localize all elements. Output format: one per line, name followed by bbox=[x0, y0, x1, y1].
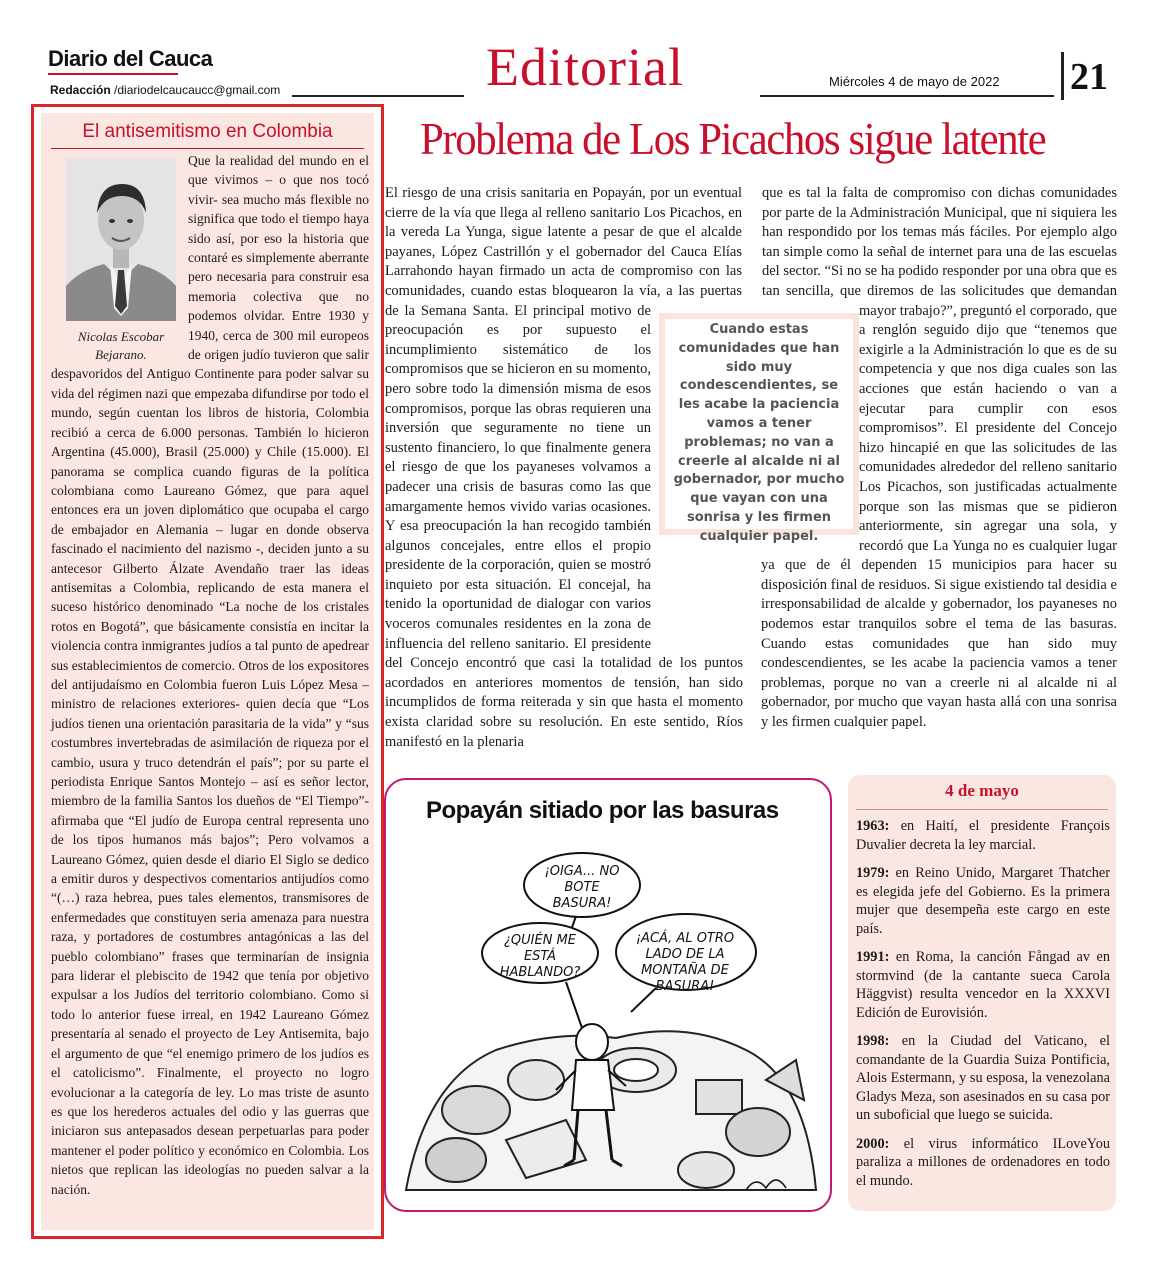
masthead-rule-left bbox=[292, 95, 464, 97]
ephemeris-item bbox=[856, 948, 1110, 1022]
redaccion-email[interactable]: /diariodelcaucaucc@gmail.com bbox=[110, 83, 281, 97]
ephemerides-box bbox=[848, 775, 1116, 1211]
page-number: 21 bbox=[1070, 56, 1108, 98]
pullquote-spacer-top bbox=[742, 184, 743, 312]
ephemeris-item bbox=[856, 817, 1110, 854]
photo-float-spacer bbox=[51, 151, 188, 363]
column-body-container bbox=[51, 151, 369, 1199]
column-title: El antisemitismo en Colombia bbox=[82, 121, 333, 142]
brand-underline bbox=[48, 73, 178, 75]
author-caption: Nicolas Escobar Bejarano. bbox=[77, 329, 165, 362]
ephemeris-text: en Haití, el presidente François Duvalier decreta la ley marcial. bbox=[856, 818, 1110, 853]
ephemeris-item bbox=[856, 1032, 1110, 1125]
editorial-headline: Problema de Los Picachos sigue latente bbox=[420, 113, 1046, 164]
ephemeris-text: en Reino Unido, Margaret Thatcher es elegida jefe del Gobierno. Es la primera mujer que desempeña este cargo en este país. bbox=[856, 865, 1110, 937]
cartoon-drawing-icon bbox=[386, 780, 832, 1212]
section-title: Editorial bbox=[486, 37, 684, 97]
ephemerides-rule bbox=[856, 809, 1108, 810]
ephemerides-title: 4 de mayo bbox=[945, 781, 1019, 800]
speech-bubble-2: ¿QUIÉN ME ESTÁ HABLANDO? bbox=[499, 933, 581, 980]
cartoon-panel bbox=[384, 778, 832, 1212]
opinion-column bbox=[41, 113, 374, 1230]
ephemerides-list bbox=[856, 817, 1110, 1200]
cartoon-title: Popayán sitiado por las basuras bbox=[426, 797, 779, 824]
ephemeris-year: 1963: bbox=[856, 818, 890, 834]
speech-bubble-1: ¡OIGA... NO BOTE BASURA! bbox=[544, 864, 620, 911]
ephemeris-item bbox=[856, 864, 1110, 938]
ephemeris-text: el virus informático ILoveYou paraliza a millones de ordenadores en todo el mundo. bbox=[856, 1135, 1110, 1189]
ephemeris-year: 1991: bbox=[856, 949, 890, 965]
ephemeris-year: 2000: bbox=[856, 1135, 890, 1152]
speech-bubble-3: ¡ACÁ, AL OTRO LADO DE LA MONTAÑA DE BASURA! bbox=[635, 931, 735, 994]
redaccion-line bbox=[50, 83, 280, 97]
newspaper-brand: Diario del Cauca bbox=[48, 46, 213, 71]
issue-date: Miércoles 4 de mayo de 2022 bbox=[829, 74, 1000, 89]
redaccion-label: Redacción bbox=[50, 83, 111, 97]
ephemeris-item bbox=[856, 1135, 1110, 1191]
pull-quote: Cuando estas comunidades que han sido muy condescendientes, se les acabe la paciencia vamos a tener problemas; no van a creerle al alcalde ni al gobernador, por mucho que vayan con una sonrisa y les firmen cualquier papel. bbox=[659, 313, 859, 535]
page-number-divider bbox=[1061, 52, 1064, 100]
column-title-rule bbox=[51, 148, 364, 149]
masthead-rule-right bbox=[760, 95, 1054, 97]
ephemeris-text: en la Ciudad del Vaticano, el comandante de la Guardia Suiza Pontificia, Alois Estermann, y su esposa, la venezolana Gladys Meza, son asesinados en su casa por un suboficial que luego se suicida. bbox=[856, 1033, 1110, 1123]
ephemeris-year: 1998: bbox=[856, 1033, 890, 1049]
editorial-text-right: que es tal la falta de compromiso con dichas comunidades por parte de la Administración Municipal, que ni siquiera les han respondido por los temas más fáciles. Por ejemplo algo tan simple como la señal de internet para una de las escuelas del sector. “Si no se ha podido responder por una obra que es tan sencilla, que diremos de las solicitudes que demandan mayor trabajo?”, preguntó el corporado, que a renglón seguido dijo que “tenemos que exigirle a la Administración lo que es de su competencia y que nos diga cuales son las acciones que están haciendo o van a ejecutar para cumplir con esos compromisos”. El presidente del Concejo hizo hincapié en que las solicitudes de las comunidades alrededor del relleno sanitario Los Picachos, son justificadas actualmente porque son las mismas que se pidieron anteriormente, sin agregar una sola, y recordó que La Yunga no es cualquier lugar ya que de él dependen 15 municipios para hacer su disposición final de residuos. Si sigue existiendo tal desidia e irresponsabilidad de alcalde y gobernador, los payaneses no podemos estar tranquilos sobre el tema de las basuras. Cuando estas comunidades que han sido muy condescendientes, se les acabe la paciencia vamos a tener problemas, porque no van a creerle ni al alcalde ni al gobernador, por mucho que vayan hasta allá con una sonrisa y les firmen cualquier papel. bbox=[761, 185, 1117, 731]
ephemeris-text: en Roma, la canción Fångad av en stormvind (de la cantante sueca Carola Häggvist) resulta vencedor en la XXXVI Edición de Eurovisión. bbox=[856, 949, 1110, 1021]
editorial-text-left: El riesgo de una crisis sanitaria en Popayán, por un eventual cierre de la vía que llega al relleno sanitario Los Picachos, en la vereda La Yunga, sigue latente a pesar de que el alcalde payanes, López Castrillón y el gobernador del Cauca Elías Larrahondo hayan firmado un acta de compromiso con las comunidades, cuando estas bloquearon la vía, a las puertas de la Semana Santa. El principal motivo de preocupación es por supuesto el incumplimiento sistemático de los compromisos que se hicieron en su momento, pero sobre todo la dimensión misma de esos compromisos, porque las obras requieren una inversión que seguramente no tiene un sustento financiero, lo que finalmente genera el riesgo de que los payaneses volvamos a padecer una crisis de basuras como las que amargamente hemos vivido varias ocasiones. Y esa preocupación la han recogido también algunos concejales, entre ellos el propio presidente de la corporación, quien se mostró inquieto por esta situación. El concejal, ha tenido la oportunidad de dialogar con varios voceros comunales residentes en la zona de influencia del relleno sanitario. El presidente del Concejo encontró que casi la totalidad de los puntos acordados en anteriores momentos de tensión, han sido incumplidos de forma reiterada y sin que hasta el momento exista claridad sobre su resolución. En este sentido, Ríos manifestó en la plenaria bbox=[385, 185, 743, 750]
column-body: Que la realidad del mundo en el que vivimos – o que nos tocó vivir- sea mucho más flexible no significa que todo el tiempo haya sido así, por eso la historia que contaré es simplemente aberrante pero necesaria para construir esa memoria colectiva que no podemos olvidar. Entre 1930 y 1940, cerca de 300 mil europeos de origen judío tuvieron que salir despavoridos del Antiguo Continente para poder salvar su vida del régimen nazi que empezaba difundirse por todo el mundo, según cuentan los libros de historia, Colombia recibió a cerca de 6.000 personas. También lo hicieron Argentina (45.000), Brasil (25.000) y Chile (15.000). El panorama se complica cuando figuras de la política colombiana como Laureano Gómez, que para aquel entonces era un joven diplomático que ocupaba el cargo de embajador en Alemania – lugar en donde observa fascinado el nacimiento del nazismo -, deciden junto a su antecesor Gilberto Álzate Avendaño traer las ideas antisemitas a Colombia, replicando de esta manera el suceso histórico denominado “La noche de los cristales rotos en Bogotá”, que básicamente consistía en incitar la violencia contra inmigrantes judíos a tal punto de apedrear sus establecimientos de comercio. Otros de los expositores del antijudaísmo en Colombia fueron Luis López Mesa – ministro de relaciones exteriores- quien decía que “Los judíos tienen una orientación parasitaria de la vida” y “sus costumbres invertebradas de asimilación de riqueza por el cambio, usura y truco detendrán el país”; por su parte el periodista Enrique Santos Montejo – así es señor lector, miembro de la familia Santos los dueños de “El Tiempo”- afirmaba que “El judío de Europa central representa uno de los tipos humanos más bajos”; Pero volvamos a Laureano Gómez, quien desde el diario El Siglo se dedico a emitir duros y despectivos comentarios antijudíos como “(…) raza hebrea, pues tales elementos, transmisores de enfermedades que constituyen seria amenaza para nuestra raza, y portadores de costumbres antagónicas a las del pueblo colombiano” frases que terminarían de insignia para liderar el plebiscito de 1942 que tenía por objetivo expulsar a los Judíos del territorio colombiano. Como si todo lo anterior fuese irreal, en 1942 Laureano Gómez presentaría al senado el proyecto de Ley Antisemita, bajo el argumento de que “el enemigo primero de los judíos es el catolicismo”. Finalmente, el proyecto no logro evolucionar a la categoría de ley. Lo mas triste de asunto es que los herederos actuales del odio y las guerras que iniciaron sus antepasados desean perpetuarlas para poder mantener el poder político y económico en Colombia. Los nietos que replican las ideologías no pueden salvar a la nación. bbox=[51, 153, 369, 1197]
opinion-column-highlight bbox=[31, 104, 384, 1239]
ephemeris-year: 1979: bbox=[856, 865, 890, 881]
